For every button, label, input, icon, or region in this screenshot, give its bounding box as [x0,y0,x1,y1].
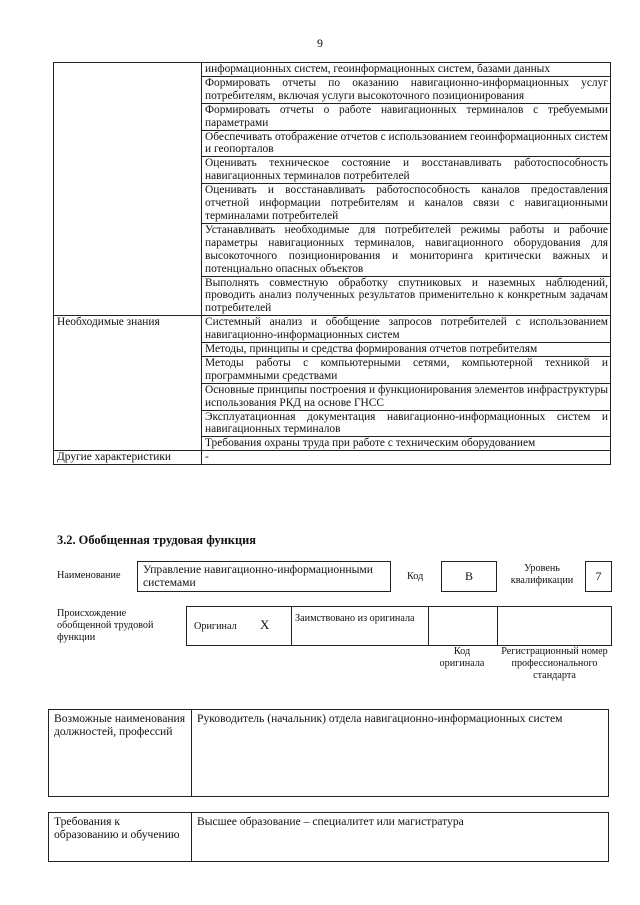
original-label: Оригинал [194,621,237,632]
skill-cell: Оценивать техническое состояние и восстанавливать работоспособность навигационных терминалов потребителей [202,157,611,184]
borrowed-label: Заимствовано из оригинала [295,613,415,624]
table-row [54,316,611,343]
name-value: Управление навигационно-информационными системами [137,561,391,592]
table-row [54,451,611,465]
skill-cell: Оценивать и восстанавливать работоспособность каналов предоставления отчетной информации потребителям и каналов связи с навигационными терминалами потребителей [202,184,611,224]
origin-label: Происхождение обобщенной трудовой функции [57,608,154,643]
origin-grid [186,606,612,646]
reg-number-label: Регистрационный номер профессионального стандарта [501,646,608,681]
education-table [48,812,609,862]
section-title: 3.2. Обобщенная трудовая функция [57,533,256,547]
original-mark: X [260,617,270,632]
knowledge-label: Необходимые знания [54,316,202,451]
level-value: 7 [585,561,612,592]
positions-label: Возможные наименования должностей, профессий [54,712,186,739]
skill-cell: информационных систем, геоинформационных систем, базами данных [202,63,611,77]
positions-table [48,709,609,797]
name-label: Наименование [57,570,121,581]
code-original-label: Код оригинала [439,646,485,669]
knowledge-cell: Системный анализ и обобщение запросов потребителей с использованием навигационно-информационных систем [202,316,611,343]
knowledge-cell: Методы, принципы и средства формирования отчетов потребителям [202,343,611,357]
knowledge-cell: Основные принципы построения и функционирования элементов инфраструктуры использования РКД на основе ГНСС [202,383,611,410]
skill-cell: Обеспечивать отображение отчетов с использованием геоинформационных систем и геопорталов [202,130,611,157]
education-value: Высшее образование – специалитет или магистратура [197,815,464,828]
skill-cell: Выполнять совместную обработку спутниковых и наземных наблюдений, проводить анализ полученных результатов применительно к конкретным задачам потребителей [202,276,611,316]
skills-knowledge-table [53,62,611,465]
code-label: Код [407,571,424,582]
skills-label-cell [54,63,202,316]
code-value: B [441,561,497,592]
skill-cell: Устанавливать необходимые для потребителей режимы работы и рабочие параметры навигационных терминалов, навигационного оборудования для высокоточного позиционирования и мониторинга критически важных и потенциально опасных объектов [202,223,611,276]
education-label: Требования к образованию и обучению [54,815,180,842]
positions-value: Руководитель (начальник) отдела навигационно-информационных систем [197,712,563,725]
page-number: 9 [317,36,323,50]
skill-cell: Формировать отчеты по оказанию навигационно-информационных услуг потребителям, включая услуги высокоточного позиционирования [202,76,611,103]
level-label: Уровень квалификации [510,563,574,586]
other-label: Другие характеристики [54,451,202,465]
skill-cell: Формировать отчеты о работе навигационных терминалов с требуемыми параметрами [202,103,611,130]
other-value: - [202,451,611,465]
knowledge-cell: Требования охраны труда при работе с техническим оборудованием [202,437,611,451]
knowledge-cell: Эксплуатационная документация навигационно-информационных систем и навигационных терминалов [202,410,611,437]
table-row [54,63,611,77]
knowledge-cell: Методы работы с компьютерными сетями, компьютерной техникой и программными средствами [202,356,611,383]
